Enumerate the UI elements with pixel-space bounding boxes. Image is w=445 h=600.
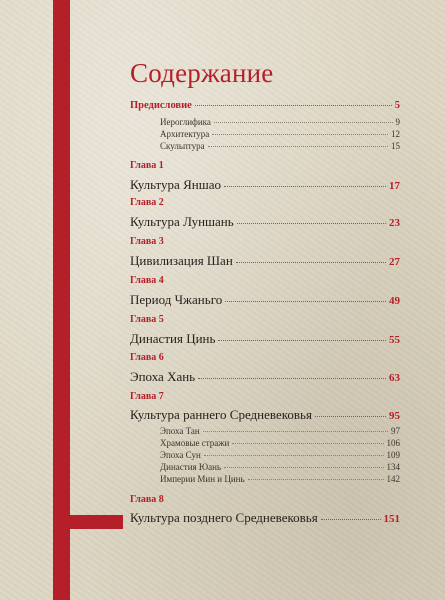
dot-leader [315,416,386,417]
dot-leader [212,134,388,135]
chapter-title: Цивилизация Шан [130,253,233,268]
dot-leader [224,467,383,468]
dot-leader [232,443,383,444]
dot-leader [248,479,384,480]
toc-subentry-label: Династия Юань [160,462,222,472]
table-of-contents [130,0,400,600]
toc-entry-page: 5 [394,100,400,111]
toc-entry-preface[interactable] [130,100,400,111]
dot-leader [208,146,388,147]
chapter-label: Глава 7 [130,391,164,402]
toc-entry-chapter[interactable] [130,510,400,526]
dot-leader [195,105,392,106]
chapter-label: Глава 8 [130,494,164,505]
chapter-title: Культура Яншао [130,177,221,192]
dot-leader [204,455,384,456]
chapter-title: Период Чжаньго [130,292,223,307]
toc-entry-label: Предисловие [130,100,192,111]
toc-subentry-label: Храмовые стражи [160,438,230,448]
chapter-page: 17 [389,180,400,192]
red-vertical-bar [53,0,70,600]
toc-entry-chapter[interactable] [130,369,400,385]
toc-subentry[interactable] [160,117,400,127]
toc-entry-chapter[interactable] [130,253,400,269]
chapter-label: Глава 5 [130,314,164,325]
chapter-page: 95 [389,410,400,422]
chapter-label: Глава 1 [130,160,164,171]
chapter-page: 151 [383,513,400,525]
toc-subentry[interactable] [160,426,400,436]
toc-subentry-page: 109 [386,450,400,460]
toc-subentry-page: 134 [386,462,400,472]
toc-subentry[interactable] [160,438,400,448]
chapter-label: Глава 4 [130,275,164,286]
toc-entry-chapter[interactable] [130,292,400,308]
chapter-title: Культура позднего Средневековья [130,510,318,525]
toc-subentry-page: 9 [395,117,400,127]
toc-subentry-page: 15 [391,141,400,151]
toc-subentry-label: Архитектура [160,129,210,139]
dot-leader [224,186,386,187]
chapter-page: 27 [389,256,400,268]
dot-leader [237,223,386,224]
page-title: Содержание [130,58,274,88]
toc-subentry-label: Эпоха Тан [160,426,200,436]
chapter-label: Глава 2 [130,197,164,208]
dot-leader [203,431,388,432]
toc-subentry-page: 142 [386,474,400,484]
toc-subentry[interactable] [160,474,400,484]
toc-subentry-page: 97 [391,426,400,436]
toc-subentry[interactable] [160,462,400,472]
toc-subentry-label: Эпоха Сун [160,450,201,460]
chapter-title: Династия Цинь [130,331,216,346]
chapter-page: 23 [389,217,400,229]
red-horizontal-bar [70,515,123,529]
toc-subentry[interactable] [160,129,400,139]
dot-leader [214,122,393,123]
dot-leader [198,378,386,379]
chapter-label: Глава 6 [130,352,164,363]
toc-subentry[interactable] [160,141,400,151]
toc-entry-chapter[interactable] [130,331,400,347]
toc-subentry-page: 12 [391,129,400,139]
toc-subentry[interactable] [160,450,400,460]
chapter-page: 49 [389,295,400,307]
chapter-title: Культура раннего Средневековья [130,407,312,422]
toc-subentry-label: Скульптура [160,141,205,151]
dot-leader [218,340,386,341]
toc-entry-chapter[interactable] [130,177,400,193]
toc-entry-chapter[interactable] [130,214,400,230]
chapter-label: Глава 3 [130,236,164,247]
dot-leader [321,519,381,520]
toc-subentry-label: Иероглифика [160,117,211,127]
toc-entry-chapter[interactable] [130,407,400,423]
chapter-title: Эпоха Хань [130,369,196,384]
toc-subentry-label: Империи Мин и Цинь [160,474,245,484]
dot-leader [236,262,386,263]
dot-leader [225,301,386,302]
chapter-page: 55 [389,334,400,346]
toc-subentry-page: 106 [386,438,400,448]
chapter-title: Культура Луншань [130,214,234,229]
chapter-page: 63 [389,372,400,384]
